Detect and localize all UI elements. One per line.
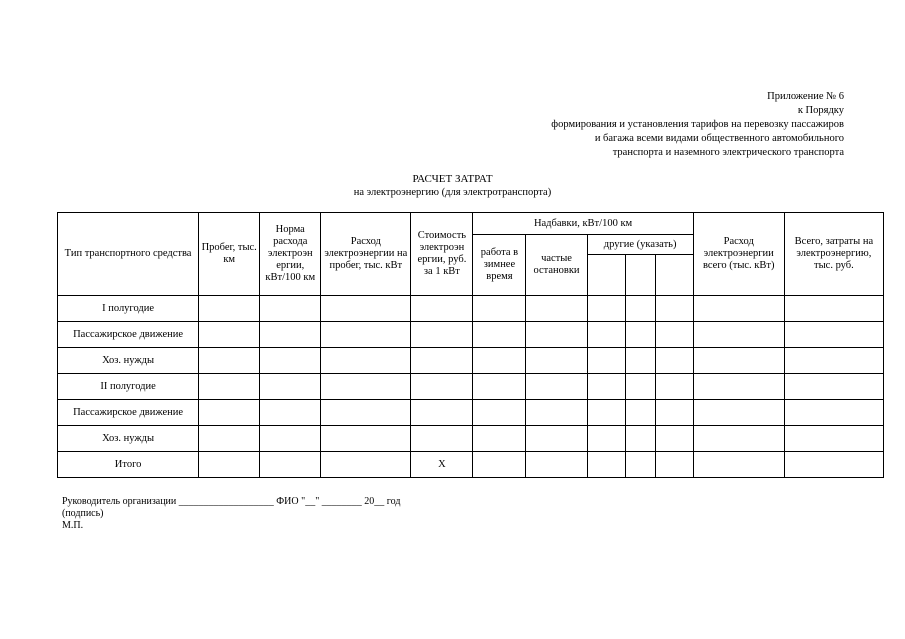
row-label: Хоз. нужды [58,426,199,452]
table-cell [587,426,625,452]
row-label: Хоз. нужды [58,348,199,374]
header-other: другие (указать) [587,235,693,255]
header-consumption: Расход электроэнергии на пробег, тыс. кВт [321,213,411,296]
row-label: II полугодие [58,374,199,400]
header-surcharges: Надбавки, кВт/100 км [473,213,693,235]
table-cell [693,348,784,374]
table-cell [526,374,587,400]
cost-cell [411,322,473,348]
table-cell [784,374,883,400]
table-cell [473,426,526,452]
table-cell [587,452,625,478]
table-cell [199,426,260,452]
table-cell [473,374,526,400]
table-cell [693,400,784,426]
table-cell [693,452,784,478]
table-cell [625,374,655,400]
table-row [58,296,884,322]
stamp-place: М.П. [62,520,84,531]
table-row [58,452,884,478]
table-cell [655,426,693,452]
table-cell [199,452,260,478]
table-cell [473,296,526,322]
cost-table [57,212,884,478]
table-cell [625,348,655,374]
table-cell [526,400,587,426]
table-cell [199,296,260,322]
table-cell [473,452,526,478]
header-norm: Норма расхода электроэн ергии, кВт/100 км [260,213,321,296]
table-cell [784,348,883,374]
cost-cell [411,426,473,452]
table-cell [625,426,655,452]
table-cell [587,322,625,348]
table-cell [260,400,321,426]
table-cell [260,452,321,478]
table-cell [655,400,693,426]
cost-cell [411,374,473,400]
signature-block [62,496,400,532]
table-cell [260,426,321,452]
row-label: Пассажирское движение [58,400,199,426]
table-cell [199,374,260,400]
table-cell [321,296,411,322]
header-stops: частые остановки [526,235,587,296]
table-cell [321,374,411,400]
table-cell [784,400,883,426]
table-cell [260,374,321,400]
table-cell [321,400,411,426]
appendix-ref: к Порядку [797,105,844,116]
appendix-desc-2: и багажа всеми видами общественного автомобильного [594,133,844,144]
table-cell [587,348,625,374]
table-cell [693,374,784,400]
document-subtitle: на электроэнергию (для электротранспорта) [353,187,552,198]
table-cell [473,400,526,426]
appendix-desc-1: формирования и установления тарифов на перевозку пассажиров [551,119,844,130]
table-cell [321,322,411,348]
table-row [58,400,884,426]
table-cell [587,296,625,322]
table-cell [587,400,625,426]
table-row [58,348,884,374]
table-cell [526,426,587,452]
table-cell [625,296,655,322]
table-cell [655,296,693,322]
row-label: Итого [58,452,199,478]
table-cell [321,452,411,478]
cost-cell [411,296,473,322]
header-cost: Стоимость электроэн ергии, руб. за 1 кВт [411,213,473,296]
table-cell [321,426,411,452]
table-cell [199,400,260,426]
cost-cell: X [411,452,473,478]
table-cell [784,296,883,322]
table-cell [693,426,784,452]
table-cell [526,348,587,374]
table-cell [260,322,321,348]
header-total-cost: Всего, затраты на электроэнергию, тыс. руб. [784,213,883,296]
table-cell [655,348,693,374]
header-mileage: Пробег, тыс. км [199,213,260,296]
header-total-consumption: Расход электроэнергии всего (тыс. кВт) [693,213,784,296]
document-title: РАСЧЕТ ЗАТРАТ [412,173,493,185]
table-cell [625,400,655,426]
table-row [58,426,884,452]
table-cell [625,322,655,348]
table-cell [321,348,411,374]
header-other-sub-1 [587,255,625,296]
table-cell [655,322,693,348]
table-cell [260,348,321,374]
table-cell [526,296,587,322]
table-cell [526,452,587,478]
header-winter: работа в зимнее время [473,235,526,296]
table-row [58,322,884,348]
table-cell [260,296,321,322]
table-row [58,374,884,400]
table-cell [784,322,883,348]
table-cell [473,348,526,374]
table-cell [526,322,587,348]
table-cell [784,426,883,452]
table-cell [199,348,260,374]
table-cell [655,374,693,400]
row-label: Пассажирское движение [58,322,199,348]
appendix-header [551,90,844,160]
appendix-number: Приложение № 6 [767,91,844,102]
appendix-desc-3: транспорта и наземного электрического транспорта [612,147,844,158]
table-cell [784,452,883,478]
row-label: I полугодие [58,296,199,322]
cost-cell [411,348,473,374]
header-vehicle-type: Тип транспортного средства [58,213,199,296]
table-cell [693,322,784,348]
table-body [58,296,884,478]
cost-cell [411,400,473,426]
header-other-sub-3 [655,255,693,296]
table-cell [587,374,625,400]
header-other-sub-2 [625,255,655,296]
table-cell [625,452,655,478]
table-cell [693,296,784,322]
table-cell [655,452,693,478]
table-cell [199,322,260,348]
signature-caption: (подпись) [62,508,104,519]
signature-line: Руководитель организации ___________________ ФИО "__" ________ 20__ год [62,496,401,507]
table-cell [473,322,526,348]
